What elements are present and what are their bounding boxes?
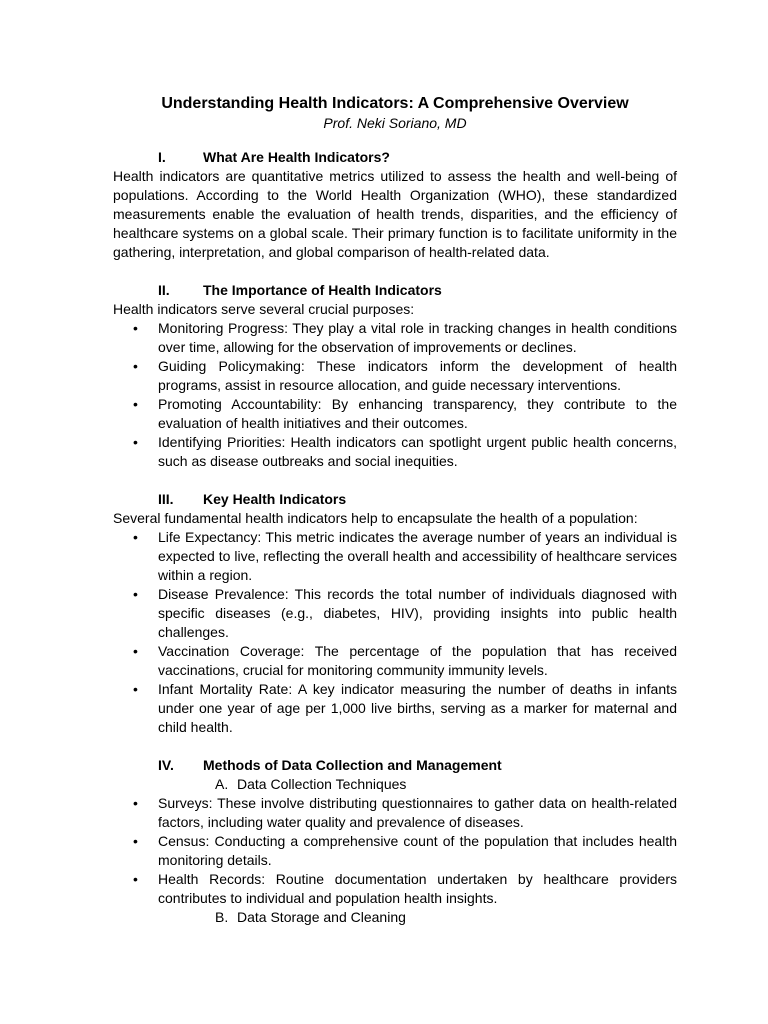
list-item-text: Identifying Priorities: Health indicators can spotlight urgent public health concerns, such as disease outbreaks and social inequities. bbox=[158, 434, 677, 469]
subsection-title: Data Storage and Cleaning bbox=[237, 909, 406, 925]
section-paragraph: Health indicators are quantitative metrics utilized to assess the health and well-being of populations. According to the World Health Organization (WHO), these standardized measurements enable the evaluation of health trends, disparities, and the efficiency of healthcare systems on a global scale. Their primary function is to facilitate uniformity in the gathering, interpretation, and global comparison of health-related data. bbox=[113, 168, 677, 260]
bullet-icon: • bbox=[133, 586, 138, 602]
subsection-heading-b bbox=[113, 908, 677, 927]
bullet-icon: • bbox=[133, 396, 138, 412]
list-item-text: Vaccination Coverage: The percentage of the population that has received vaccinations, crucial for monitoring community immunity levels. bbox=[158, 643, 677, 678]
section-title: The Importance of Health Indicators bbox=[203, 282, 442, 298]
list-item-text: Health Records: Routine documentation undertaken by healthcare providers contributes to individual and population health insights. bbox=[158, 871, 677, 906]
bullet-icon: • bbox=[133, 529, 138, 545]
list-item bbox=[113, 433, 677, 471]
list-item bbox=[113, 680, 677, 737]
bullet-list bbox=[113, 319, 677, 471]
subsection-title: Data Collection Techniques bbox=[237, 776, 407, 792]
section-number: IV. bbox=[158, 757, 174, 773]
bullet-icon: • bbox=[133, 833, 138, 849]
section-title: What Are Health Indicators? bbox=[203, 149, 390, 165]
bullet-icon: • bbox=[133, 871, 138, 887]
list-item-text: Life Expectancy: This metric indicates the average number of years an individual is expected to live, reflecting the overall health and accessibility of healthcare services within a region. bbox=[158, 529, 677, 583]
section-title: Key Health Indicators bbox=[203, 491, 347, 507]
bullet-icon: • bbox=[133, 320, 138, 336]
list-item bbox=[113, 642, 677, 680]
list-item-text: Disease Prevalence: This records the total number of individuals diagnosed with specific diseases (e.g., diabetes, HIV), providing insights into public health challenges. bbox=[158, 586, 677, 640]
list-item bbox=[113, 794, 677, 832]
list-item bbox=[113, 319, 677, 357]
section-heading-1 bbox=[113, 147, 677, 167]
section-heading-2 bbox=[113, 280, 677, 300]
bullet-list bbox=[113, 528, 677, 737]
bullet-icon: • bbox=[133, 681, 138, 697]
list-item-text: Surveys: These involve distributing questionnaires to gather data on health-related factors, including water quality and prevalence of diseases. bbox=[158, 795, 677, 830]
bullet-icon: • bbox=[133, 358, 138, 374]
section-number: I. bbox=[158, 149, 166, 165]
subsection-letter: A. bbox=[215, 776, 229, 792]
bullet-list bbox=[113, 794, 677, 908]
subsection-letter: B. bbox=[215, 909, 229, 925]
section-title: Methods of Data Collection and Management bbox=[203, 757, 502, 773]
list-item bbox=[113, 357, 677, 395]
document-title: Understanding Health Indicators: A Comprehensive Overview bbox=[161, 95, 629, 112]
section-heading-3 bbox=[113, 489, 677, 509]
list-item-text: Promoting Accountability: By enhancing transparency, they contribute to the evaluation of health initiatives and their outcomes. bbox=[158, 396, 677, 431]
list-item-text: Guiding Policymaking: These indicators inform the development of health programs, assist in resource allocation, and guide necessary interventions. bbox=[158, 358, 677, 393]
list-item bbox=[113, 585, 677, 642]
bullet-icon: • bbox=[133, 643, 138, 659]
list-item-text: Census: Conducting a comprehensive count of the population that includes health monitoring details. bbox=[158, 833, 677, 868]
list-item bbox=[113, 395, 677, 433]
section-intro: Health indicators serve several crucial purposes: bbox=[113, 301, 415, 317]
list-item-text: Infant Mortality Rate: A key indicator measuring the number of deaths in infants under one year of age per 1,000 live births, serving as a marker for maternal and child health. bbox=[158, 681, 677, 735]
section-heading-4 bbox=[113, 755, 677, 775]
list-item-text: Monitoring Progress: They play a vital role in tracking changes in health conditions over time, allowing for the observation of improvements or declines. bbox=[158, 320, 677, 355]
bullet-icon: • bbox=[133, 795, 138, 811]
list-item bbox=[113, 528, 677, 585]
bullet-icon: • bbox=[133, 434, 138, 450]
document-author: Prof. Neki Soriano, MD bbox=[323, 115, 467, 131]
section-intro: Several fundamental health indicators help to encapsulate the health of a population: bbox=[113, 510, 638, 526]
list-item bbox=[113, 832, 677, 870]
section-number: III. bbox=[158, 491, 174, 507]
section-number: II. bbox=[158, 282, 170, 298]
list-item bbox=[113, 870, 677, 908]
subsection-heading-a bbox=[113, 775, 677, 794]
